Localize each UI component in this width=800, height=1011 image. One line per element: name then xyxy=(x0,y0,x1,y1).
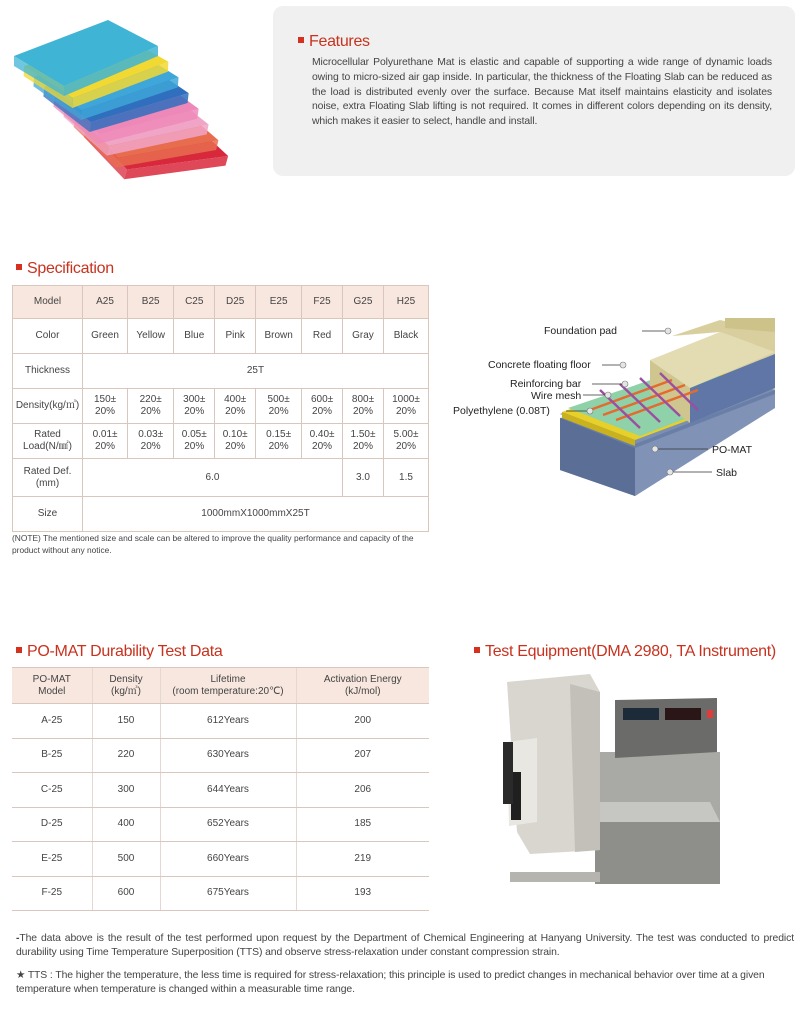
table-cell: 652Years xyxy=(160,807,296,842)
spec-density-row xyxy=(13,389,429,424)
durability-header-cell: Lifetime (room temperature:20℃) xyxy=(160,668,296,704)
spec-row-label: Rated Def. (mm) xyxy=(13,459,83,497)
spec-cell: 220± 20% xyxy=(128,389,174,424)
spec-cell: 400± 20% xyxy=(215,389,256,424)
spec-cell: 800± 20% xyxy=(343,389,384,424)
table-cell: A-25 xyxy=(12,704,92,739)
table-cell: 300 xyxy=(92,773,160,808)
spec-row-label: Size xyxy=(13,497,83,532)
features-title: Features xyxy=(298,33,370,51)
durability-header-cell: Density (kg/㎥) xyxy=(92,668,160,704)
spec-cell: 0.03± 20% xyxy=(128,424,174,459)
durability-header-cell: PO-MAT Model xyxy=(12,668,92,704)
spec-cell: Black xyxy=(383,319,428,354)
display-screen xyxy=(623,708,659,720)
table-cell: 400 xyxy=(92,807,160,842)
spec-header-cell: E25 xyxy=(256,286,302,319)
table-cell: 219 xyxy=(296,842,429,877)
spec-rated-def-row xyxy=(13,459,429,497)
table-row xyxy=(12,773,429,808)
label-reinforcing-bar: Reinforcing bar xyxy=(510,378,582,390)
spec-note: (NOTE) The mentioned size and scale can be altered to improve the quality performance and capacity of the product without any notice. xyxy=(12,533,414,555)
table-cell: 630Years xyxy=(160,738,296,773)
table-row xyxy=(12,842,429,877)
note-star-mark: ★ TTS : xyxy=(16,970,53,981)
spec-cell: Gray xyxy=(343,319,384,354)
tower-base xyxy=(510,872,600,882)
spec-header-cell: G25 xyxy=(343,286,384,319)
table-cell: D-25 xyxy=(12,807,92,842)
spec-cell: 1.50± 20% xyxy=(343,424,384,459)
spec-cell: 0.40± 20% xyxy=(302,424,343,459)
table-cell: 193 xyxy=(296,876,429,911)
spec-header-cell: D25 xyxy=(215,286,256,319)
spec-cell: Green xyxy=(83,319,128,354)
bullet-square-icon xyxy=(16,264,22,270)
tts-note: ★ TTS : The higher the temperature, the less time is required for stress-relaxation; this principle is used to predict changes in mechanical behavior over time at a given temperature when temperature is changed within a measurable time range. xyxy=(16,970,765,995)
spec-cell: 3.0 xyxy=(343,459,384,497)
spec-row-label: Thickness xyxy=(13,354,83,389)
spec-cell: 0.05± 20% xyxy=(174,424,215,459)
table-cell: E-25 xyxy=(12,842,92,877)
spec-header-row xyxy=(13,286,429,319)
spec-cell: 1000mmX1000mmX25T xyxy=(83,497,429,532)
test-note: -The data above is the result of the test performed upon request by the Department of Chemical Engineering at Hanyang University. The test was conducted to predict durability using Time Temperature Superposition (TTS) and observe stress-relaxation under constant compression strain. xyxy=(16,933,794,958)
spec-thickness-row xyxy=(13,354,429,389)
table-cell: 600 xyxy=(92,876,160,911)
spec-cell: 1000± 20% xyxy=(383,389,428,424)
specification-title: Specification xyxy=(16,260,114,278)
table-row xyxy=(12,876,429,911)
table-row xyxy=(12,738,429,773)
spec-row-label: Density(kg/㎥) xyxy=(13,389,83,424)
label-concrete-floor: Concrete floating floor xyxy=(488,359,591,371)
spec-header-cell: A25 xyxy=(83,286,128,319)
label-slab: Slab xyxy=(716,467,738,479)
equipment-title: Test Equipment(DMA 2980, TA Instrument) xyxy=(474,643,776,661)
spec-cell: Yellow xyxy=(128,319,174,354)
table-cell: F-25 xyxy=(12,876,92,911)
spec-cell: 0.15± 20% xyxy=(256,424,302,459)
spec-cell: 5.00± 20% xyxy=(383,424,428,459)
features-body: Microcellular Polyurethane Mat is elastic and capable of supporting a wide range of dynamic loads owing to micro-sized air gap inside. In particular, the thickness of the Floating Slab can be reduced as the load is distributed evenly over the surface. Because Mat itself maintains elasticity and isolates noise, extra Floating Slab lifting is not required. It comes in different colors depending on its density, which makes it easier to select, handle and install. xyxy=(312,57,772,128)
durability-header-cell: Activation Energy (kJ/mol) xyxy=(296,668,429,704)
note-dash-mark: - xyxy=(16,933,20,944)
polyurethane-mats-image xyxy=(8,16,248,181)
label-foundation-pad: Foundation pad xyxy=(544,325,617,337)
spec-cell: 1.5 xyxy=(383,459,428,497)
dma-instrument-photo xyxy=(495,672,725,890)
table-cell: 220 xyxy=(92,738,160,773)
table-cell: 644Years xyxy=(160,773,296,808)
table-row xyxy=(12,704,429,739)
table-cell: 660Years xyxy=(160,842,296,877)
table-cell: 200 xyxy=(296,704,429,739)
spec-cell: 150± 20% xyxy=(83,389,128,424)
specification-table xyxy=(12,285,429,532)
spec-cell: 600± 20% xyxy=(302,389,343,424)
table-cell: 150 xyxy=(92,704,160,739)
spec-rated-load-row xyxy=(13,424,429,459)
durability-table xyxy=(12,667,429,911)
spec-cell: Blue xyxy=(174,319,215,354)
status-light xyxy=(707,710,713,718)
table-cell: 612Years xyxy=(160,704,296,739)
label-po-mat: PO-MAT xyxy=(712,444,753,456)
spec-cell: 500± 20% xyxy=(256,389,302,424)
spec-cell: 25T xyxy=(83,354,429,389)
table-cell: 207 xyxy=(296,738,429,773)
spec-cell: 0.01± 20% xyxy=(83,424,128,459)
spec-color-row xyxy=(13,319,429,354)
label-wire-mesh: Wire mesh xyxy=(531,390,582,402)
spec-cell: 6.0 xyxy=(83,459,343,497)
spec-cell: Red xyxy=(302,319,343,354)
table-cell: 675Years xyxy=(160,876,296,911)
spec-header-cell: Model xyxy=(13,286,83,319)
instrument-tower-side xyxy=(570,684,600,852)
label-polyethylene: Polyethylene (0.08T) xyxy=(453,405,550,417)
instrument-panel xyxy=(615,698,717,758)
durability-header-row xyxy=(12,668,429,704)
spec-header-cell: F25 xyxy=(302,286,343,319)
table-cell: 185 xyxy=(296,807,429,842)
durability-title: PO-MAT Durability Test Data xyxy=(16,643,223,661)
spec-header-cell: C25 xyxy=(174,286,215,319)
clamp-arm xyxy=(503,742,513,804)
durability-body xyxy=(12,704,429,911)
spec-header-cell: H25 xyxy=(383,286,428,319)
table-cell: 500 xyxy=(92,842,160,877)
display-screen-2 xyxy=(665,708,701,720)
spec-cell: Brown xyxy=(256,319,302,354)
bullet-square-icon xyxy=(298,37,304,43)
bullet-square-icon xyxy=(474,647,480,653)
spec-row-label: Rated Load(N/㎟) xyxy=(13,424,83,459)
spec-cell: 300± 20% xyxy=(174,389,215,424)
spec-header-cell: B25 xyxy=(128,286,174,319)
table-row xyxy=(12,807,429,842)
table-cell: C-25 xyxy=(12,773,92,808)
instrument-platform xyxy=(590,802,720,822)
spec-cell: Pink xyxy=(215,319,256,354)
spec-row-label: Color xyxy=(13,319,83,354)
table-cell: B-25 xyxy=(12,738,92,773)
instrument-base-front xyxy=(595,822,720,884)
spec-cell: 0.10± 20% xyxy=(215,424,256,459)
bullet-square-icon xyxy=(16,647,22,653)
table-cell: 206 xyxy=(296,773,429,808)
spec-size-row xyxy=(13,497,429,532)
